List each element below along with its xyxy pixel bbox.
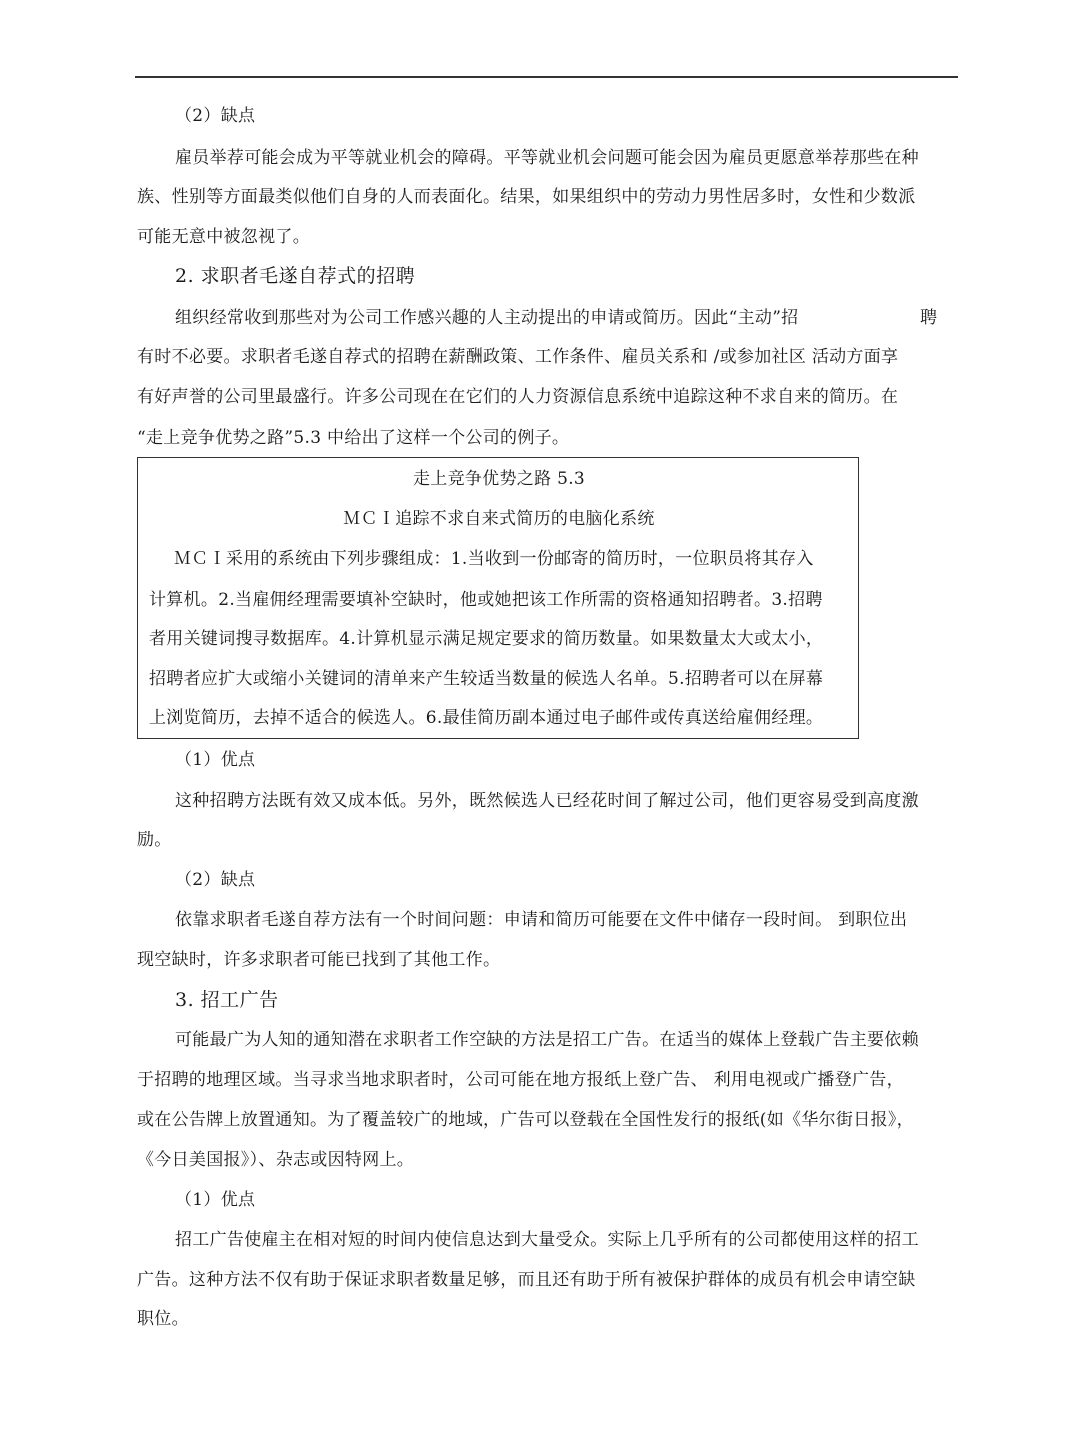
case-box-title: 走上竞争优势之路 5.3 xyxy=(412,469,586,489)
case-box-line: 者用关键词搜寻数据库。4.计算机显示满足规定要求的简历数量。如果数量太大或太小， xyxy=(149,629,824,649)
s2-intro-line-fragment: 聘 xyxy=(920,308,938,328)
s2-disadvantage-line: 现空缺时，许多求职者可能已找到了其他工作。 xyxy=(137,950,501,970)
case-box-line: 上浏览简历，去掉不适合的候选人。6.最佳简历副本通过电子邮件或传真送给雇佣经理。 xyxy=(149,708,824,728)
s2-intro-line: “走上竞争优势之路”5.3 中给出了这样一个公司的例子。 xyxy=(137,428,570,448)
s1-disadvantage-line: 族、性别等方面最类似他们自身的人而表面化。结果，如果组织中的劳动力男性居多时，女性和少数派 xyxy=(137,187,916,207)
s2-disadvantage-heading: （2）缺点 xyxy=(175,870,256,890)
s1-disadvantage-line: 可能无意中被忽视了。 xyxy=(137,227,310,247)
s2-heading: 2. 求职者毛遂自荐式的招聘 xyxy=(175,265,416,287)
s3-advantage-heading: （1）优点 xyxy=(175,1190,256,1210)
s3-intro-line: 《今日美国报》）、杂志或因特网上。 xyxy=(137,1150,415,1170)
case-study-box xyxy=(137,457,859,739)
s3-intro-line: 于招聘的地理区域。当寻求当地求职者时，公司可能在地方报纸上登广告、 利用电视或广播登广告， xyxy=(137,1070,904,1090)
case-box-line: 计算机。2.当雇佣经理需要填补空缺时，他或她把该工作所需的资格通知招聘者。3.招聘 xyxy=(149,590,823,610)
s3-advantage-line: 招工广告使雇主在相对短的时间内使信息达到大量受众。实际上几乎所有的公司都使用这样的招工 xyxy=(175,1230,919,1250)
s2-intro-line: 有好声誉的公司里最盛行。许多公司现在在它们的人力资源信息系统中追踪这种不求自来的简历。在 xyxy=(137,387,899,407)
s3-advantage-line: 职位。 xyxy=(137,1309,189,1329)
s1-disadvantage-line: 雇员举荐可能会成为平等就业机会的障碍。平等就业机会问题可能会因为雇员更愿意举荐那些在种 xyxy=(175,148,919,168)
case-box-line: 招聘者应扩大或缩小关键词的清单来产生较适当数量的候选人名单。5.招聘者可以在屏幕 xyxy=(149,669,824,689)
s3-intro-line: 或在公告牌上放置通知。为了覆盖较广的地域，广告可以登载在全国性发行的报纸(如《华尔街日报》， xyxy=(137,1110,914,1130)
s2-disadvantage-line: 依靠求职者毛遂自荐方法有一个时间问题：申请和简历可能要在文件中储存一段时间。 到职位出 xyxy=(175,910,908,930)
s3-heading: 3. 招工广告 xyxy=(175,989,279,1011)
case-box-line: ＭＣＩ采用的系统由下列步骤组成：1.当收到一份邮寄的简历时，一位职员将其存入 xyxy=(174,549,814,569)
s3-intro-line: 可能最广为人知的通知潜在求职者工作空缺的方法是招工广告。在适当的媒体上登载广告主要依赖 xyxy=(175,1030,919,1050)
s2-advantage-line: 这种招聘方法既有效又成本低。另外，既然候选人已经花时间了解过公司，他们更容易受到高度激 xyxy=(175,791,919,811)
s1-disadvantage-heading: （2）缺点 xyxy=(175,106,256,126)
s2-advantage-heading: （1）优点 xyxy=(175,750,256,770)
s3-advantage-line: 广告。这种方法不仅有助于保证求职者数量足够，而且还有助于所有被保护群体的成员有机会申请空缺 xyxy=(137,1270,916,1290)
header-rule xyxy=(135,76,958,78)
case-box-subtitle: ＭＣＩ追踪不求自来式简历的电脑化系统 xyxy=(343,509,655,529)
s2-intro-line: 组织经常收到那些对为公司工作感兴趣的人主动提出的申请或简历。因此“主动”招 xyxy=(175,308,799,328)
s2-advantage-line: 励。 xyxy=(137,830,172,850)
s2-intro-line: 有时不必要。求职者毛遂自荐式的招聘在薪酬政策、工作条件、雇员关系和 /或参加社区 活动方面享 xyxy=(137,347,899,367)
